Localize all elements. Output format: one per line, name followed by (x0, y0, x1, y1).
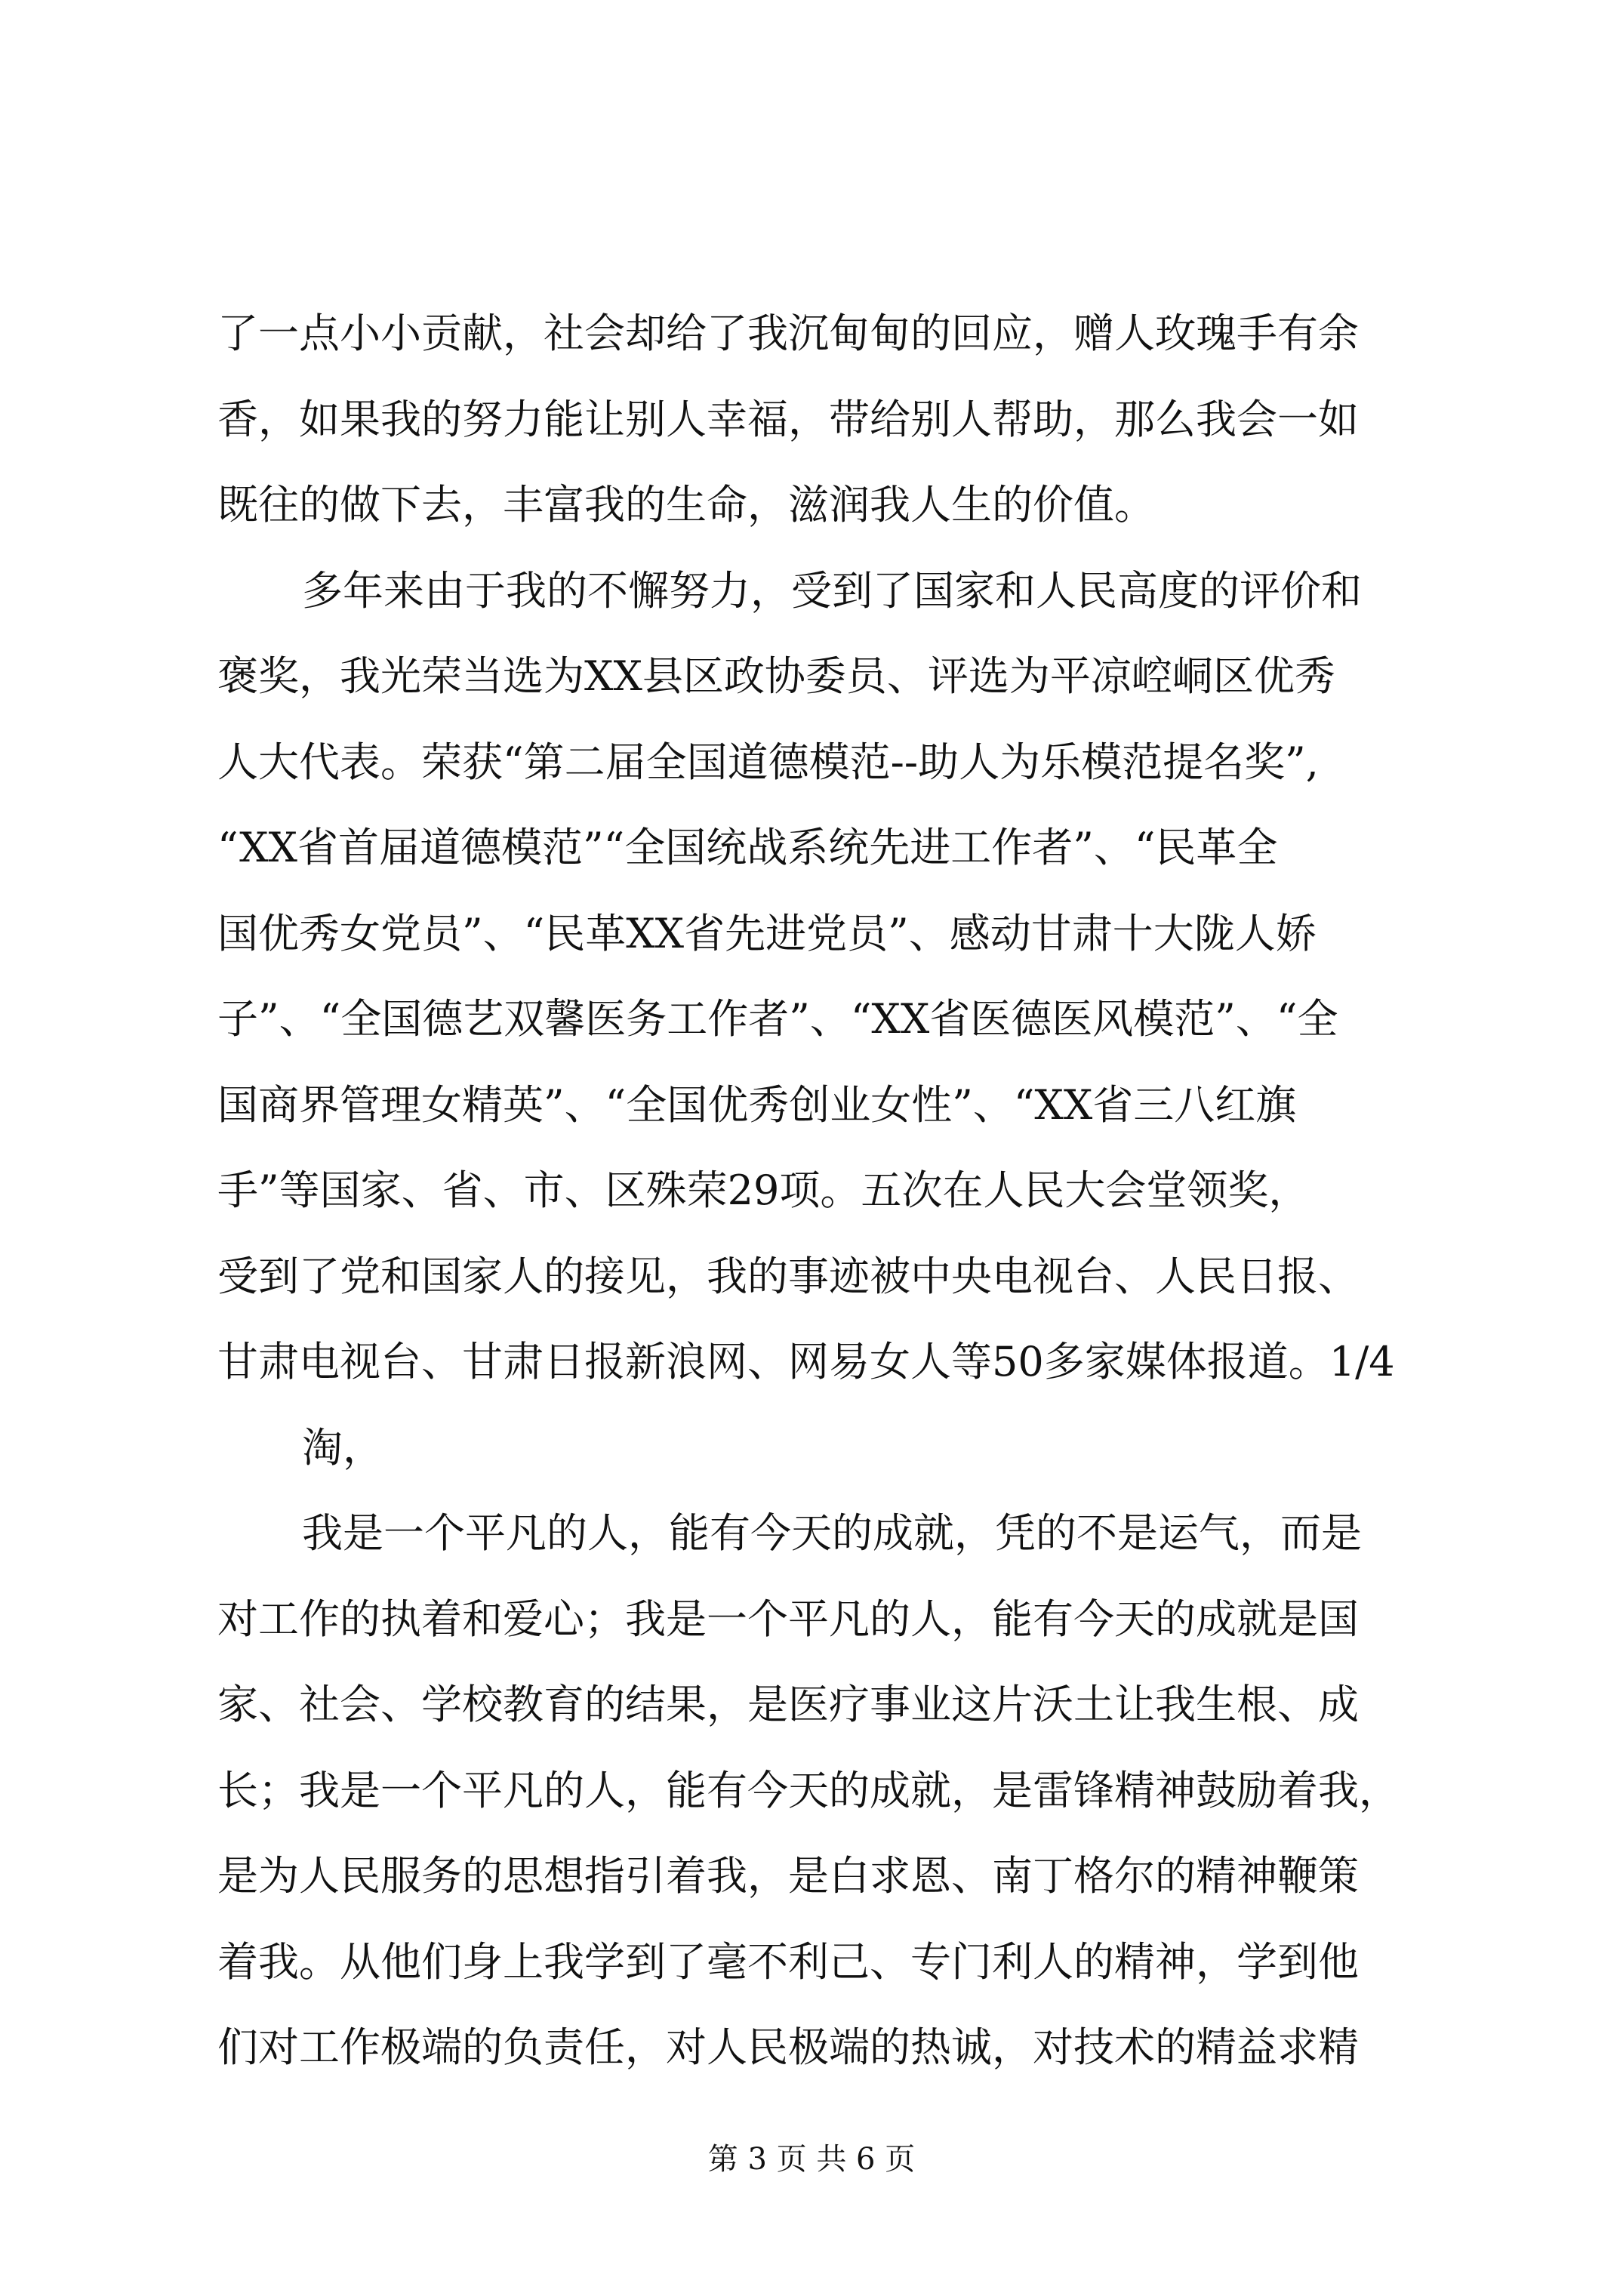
text-line: “XX省首届道德模范”“全国统战系统先进工作者”、“民革全 (217, 824, 1278, 871)
text-line: 手”等国家、省、市、区殊荣29项。五次在人民大会堂领奖， (217, 1166, 1310, 1214)
text-line: 对工作的执着和爱心；我是一个平凡的人，能有今天的成就是国 (217, 1595, 1359, 1643)
text-line: 是为人民服务的思想指引着我，是白求恩、南丁格尔的精神鞭策 (217, 1852, 1359, 1900)
body-text (217, 291, 1425, 2091)
text-line: 着我。从他们身上我学到了毫不利己、专门利人的精神，学到他 (217, 1937, 1359, 1986)
text-line: 们对工作极端的负责任，对人民极端的热诚，对技术的精益求精 (217, 2023, 1359, 2071)
text-line: 国商界管理女精英”、“全国优秀创业女性”、“XX省三八红旗 (217, 1080, 1297, 1129)
page-number: 第 3 页 共 6 页 (707, 2142, 916, 2177)
text-line: 甘肃电视台、甘肃日报新浪网、网易女人等50多家媒体报道。1/4 (217, 1338, 1395, 1385)
text-line: 了一点小小贡献，社会却给了我沉甸甸的回应，赠人玫瑰手有余 (217, 310, 1359, 357)
page-footer (0, 2137, 1623, 2182)
paragraph-start-line: 我是一个平凡的人，能有今天的成就，凭的不是运气，而是 (302, 1509, 1362, 1557)
text-line: 家、社会、学校教育的结果，是医疗事业这片沃土让我生根、成 (217, 1681, 1359, 1728)
text-line: 香，如果我的努力能让别人幸福，带给别人帮助，那么我会一如 (217, 395, 1359, 443)
text-line: 既往的做下去，丰富我的生命，滋润我人生的价值。 (217, 481, 1155, 529)
text-line: 国优秀女党员”、“民革XX省先进党员”、感动甘肃十大陇人娇 (217, 909, 1317, 957)
paragraph-start-line: 淘， (302, 1423, 383, 1472)
text-line: 褒奖，我光荣当选为XX县区政协委员、评选为平凉崆峒区优秀 (217, 652, 1335, 700)
text-line: 受到了党和国家人的接见，我的事迹被中央电视台、人民日报、 (217, 1252, 1359, 1300)
text-line: 人大代表。荣获“第二届全国道德模范--助人为乐模范提名奖”, (217, 738, 1319, 786)
text-line: 长；我是一个平凡的人，能有今天的成就，是雷锋精神鼓励着我， (217, 1766, 1400, 1814)
paragraph-start-line: 多年来由于我的不懈努力，受到了国家和人民高度的评价和 (302, 566, 1362, 615)
text-line: 子”、“全国德艺双馨医务工作者”、“XX省医德医风模范”、“全 (217, 995, 1338, 1043)
